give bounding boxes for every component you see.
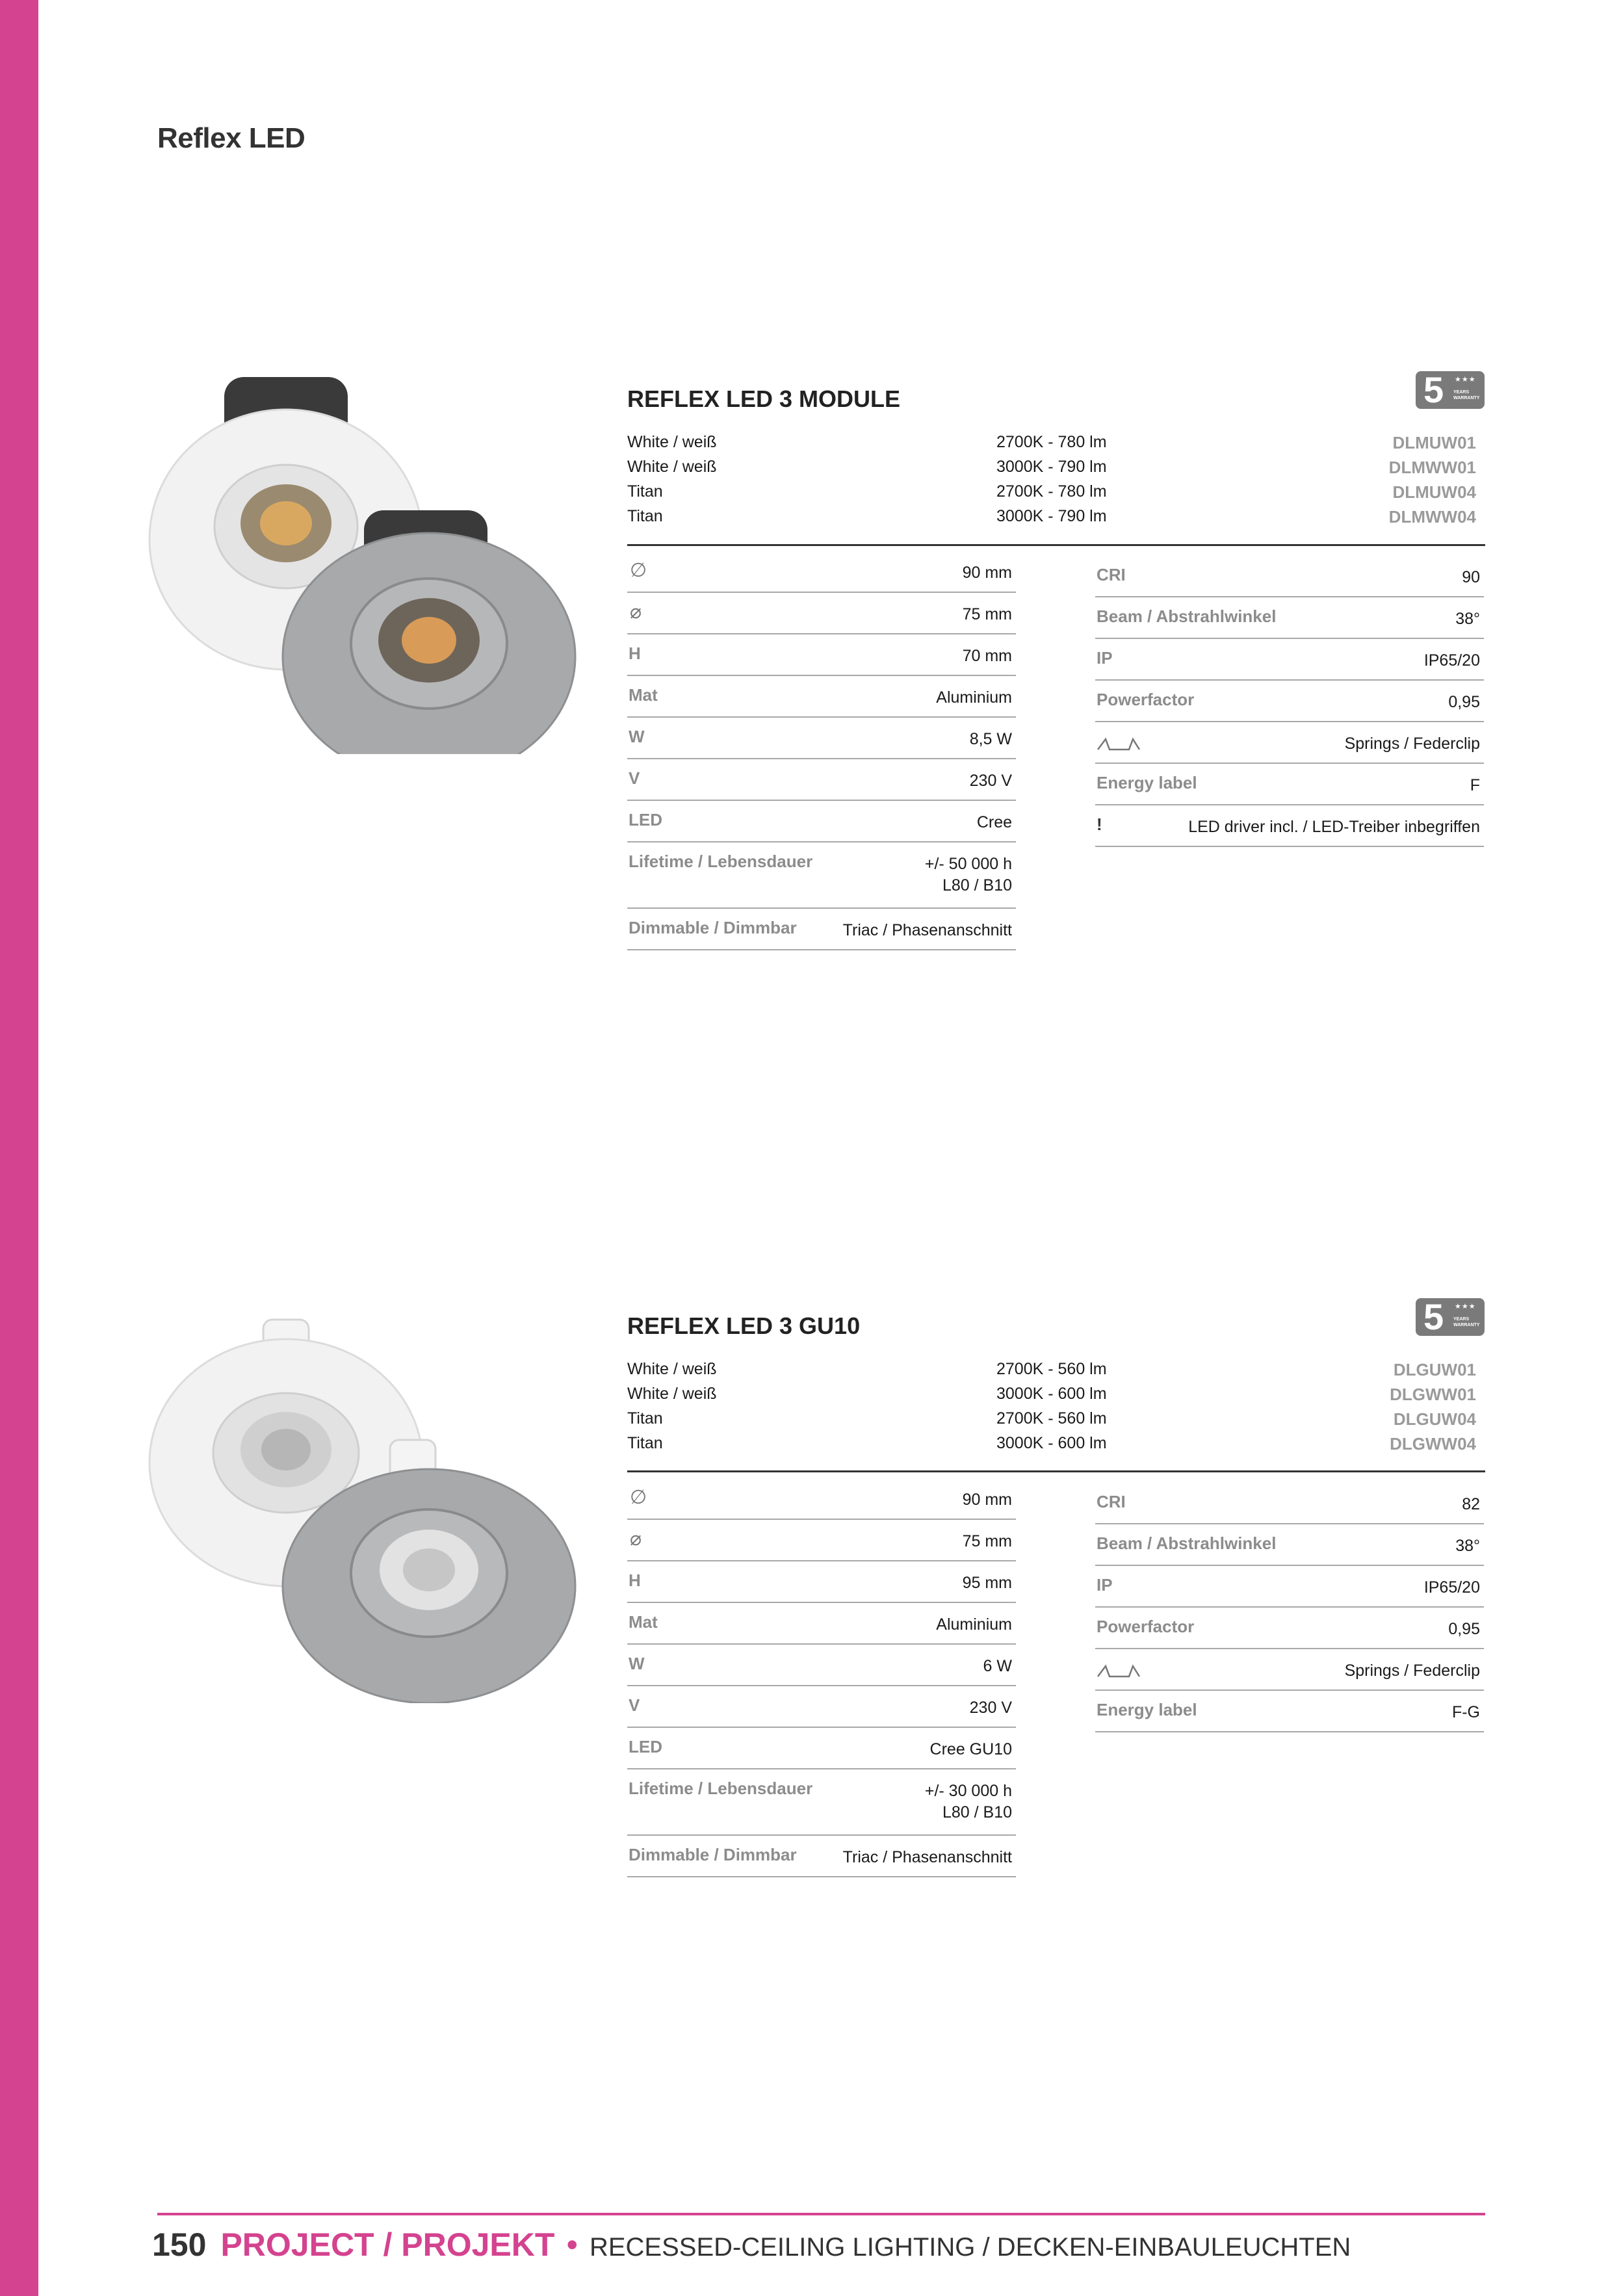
spec-row-watt: W 8,5 W	[627, 718, 1016, 759]
spec-table-left	[627, 1478, 1016, 1877]
spec-row-ip: IP IP65/20	[1095, 639, 1484, 681]
spec-table-left	[627, 551, 1016, 950]
variant-code: DLGWW01	[1390, 1385, 1476, 1404]
variant-row	[627, 1382, 1480, 1407]
spec-row-cri: CRI 82	[1095, 1483, 1484, 1524]
product-title: REFLEX LED 3 GU10	[627, 1312, 861, 1339]
spec-row-height: H 95 mm	[627, 1561, 1016, 1603]
variant-row	[627, 480, 1480, 504]
variant-code: DLMWW04	[1388, 507, 1476, 527]
variant-divider	[627, 1470, 1485, 1472]
warranty-years: 5	[1423, 1296, 1444, 1337]
warranty-stars-icon: ★★★	[1455, 376, 1476, 384]
variant-code: DLGUW04	[1393, 1409, 1476, 1429]
spec-row-cri: CRI 90	[1095, 556, 1484, 597]
spring-clip-icon	[1097, 737, 1142, 752]
spec-row-watt: W 6 W	[627, 1645, 1016, 1686]
spec-row-material: Mat Aluminium	[627, 676, 1016, 718]
spec-row-height: H 70 mm	[627, 634, 1016, 676]
variant-code: DLGUW01	[1393, 1360, 1476, 1379]
variant-color: Titan	[627, 1434, 663, 1452]
variant-code: DLMWW01	[1388, 458, 1476, 477]
variant-list	[627, 430, 1480, 529]
variant-code: DLMUW01	[1392, 433, 1476, 452]
warranty-badge	[1416, 1298, 1485, 1336]
variant-row	[627, 1357, 1480, 1382]
spec-row-powerfactor: Powerfactor 0,95	[1095, 1608, 1484, 1649]
spec-row-diameter: ∅ 90 mm	[627, 551, 1016, 593]
variant-lumen: 3000K - 600 lm	[996, 1385, 1107, 1403]
spec-row-springs: Springs / Federclip	[1095, 722, 1484, 764]
spec-row-powerfactor: Powerfactor 0,95	[1095, 681, 1484, 722]
footer-divider	[157, 2213, 1485, 2215]
variant-lumen: 2700K - 780 lm	[996, 482, 1107, 501]
cutout-icon: ⌀	[630, 1528, 642, 1550]
variant-lumen: 2700K - 560 lm	[996, 1409, 1107, 1428]
variant-color: Titan	[627, 482, 663, 501]
warranty-years: 5	[1423, 369, 1444, 410]
product-image-module	[143, 364, 585, 754]
warranty-text: YEARS WARRANTY	[1453, 390, 1480, 400]
page-number: 150	[152, 2226, 207, 2263]
spec-table-right	[1095, 1483, 1484, 1732]
spec-row-volt: V 230 V	[627, 759, 1016, 801]
spec-row-led: LED Cree GU10	[627, 1728, 1016, 1769]
warning-icon: !	[1097, 815, 1102, 834]
section-title: Reflex LED	[157, 122, 305, 154]
variant-color: Titan	[627, 507, 663, 525]
spring-clip-icon	[1097, 1663, 1142, 1679]
sidebar-accent-bar	[0, 0, 38, 2296]
product-image-gu10	[143, 1313, 585, 1703]
footer-project: PROJECT / PROJEKT	[220, 2226, 555, 2263]
variant-row	[627, 504, 1480, 529]
spec-row-driver: ! LED driver incl. / LED-Treiber inbegriffen	[1095, 805, 1484, 847]
variant-lumen: 3000K - 790 lm	[996, 507, 1107, 525]
cutout-icon: ⌀	[630, 601, 642, 623]
variant-divider	[627, 544, 1485, 546]
variant-row	[627, 455, 1480, 480]
variant-code: DLMUW04	[1392, 482, 1476, 502]
variant-row	[627, 1431, 1480, 1456]
spec-row-cutout: ⌀ 75 mm	[627, 1520, 1016, 1561]
spec-row-dimmable: Dimmable / Dimmbar Triac / Phasenanschnitt	[627, 909, 1016, 950]
variant-code: DLGWW04	[1390, 1434, 1476, 1454]
footer-category: RECESSED-CEILING LIGHTING / DECKEN-EINBAULEUCHTEN	[589, 2233, 1351, 2262]
warranty-stars-icon: ★★★	[1455, 1303, 1476, 1311]
variant-list	[627, 1357, 1480, 1456]
variant-lumen: 3000K - 790 lm	[996, 458, 1107, 476]
spec-table-right	[1095, 556, 1484, 847]
spec-row-lifetime: Lifetime / Lebensdauer +/- 50 000 h L80 / B10	[627, 842, 1016, 909]
spec-row-beam: Beam / Abstrahlwinkel 38°	[1095, 597, 1484, 639]
spec-row-cutout: ⌀ 75 mm	[627, 593, 1016, 634]
variant-color: Titan	[627, 1409, 663, 1428]
product-title: REFLEX LED 3 MODULE	[627, 385, 901, 412]
variant-color: White / weiß	[627, 1360, 717, 1378]
variant-lumen: 2700K - 560 lm	[996, 1360, 1107, 1378]
spec-row-springs: Springs / Federclip	[1095, 1649, 1484, 1691]
spec-row-material: Mat Aluminium	[627, 1603, 1016, 1645]
spec-row-energy: Energy label F	[1095, 764, 1484, 805]
variant-row	[627, 1407, 1480, 1431]
variant-color: White / weiß	[627, 433, 717, 451]
spec-row-diameter: ∅ 90 mm	[627, 1478, 1016, 1520]
variant-lumen: 3000K - 600 lm	[996, 1434, 1107, 1452]
warranty-text: YEARS WARRANTY	[1453, 1317, 1480, 1327]
spec-row-lifetime: Lifetime / Lebensdauer +/- 30 000 h L80 / B10	[627, 1769, 1016, 1836]
spec-row-ip: IP IP65/20	[1095, 1566, 1484, 1608]
warranty-badge	[1416, 371, 1485, 409]
page-footer	[152, 2226, 1351, 2263]
diameter-icon: ∅	[630, 1487, 647, 1508]
spec-row-volt: V 230 V	[627, 1686, 1016, 1728]
footer-bullet: •	[566, 2226, 578, 2263]
variant-lumen: 2700K - 780 lm	[996, 433, 1107, 451]
spec-row-dimmable: Dimmable / Dimmbar Triac / Phasenanschnitt	[627, 1836, 1016, 1877]
spec-row-energy: Energy label F-G	[1095, 1691, 1484, 1732]
diameter-icon: ∅	[630, 560, 647, 581]
spec-row-beam: Beam / Abstrahlwinkel 38°	[1095, 1524, 1484, 1566]
variant-color: White / weiß	[627, 1385, 717, 1403]
variant-row	[627, 430, 1480, 455]
variant-color: White / weiß	[627, 458, 717, 476]
spec-row-led: LED Cree	[627, 801, 1016, 842]
